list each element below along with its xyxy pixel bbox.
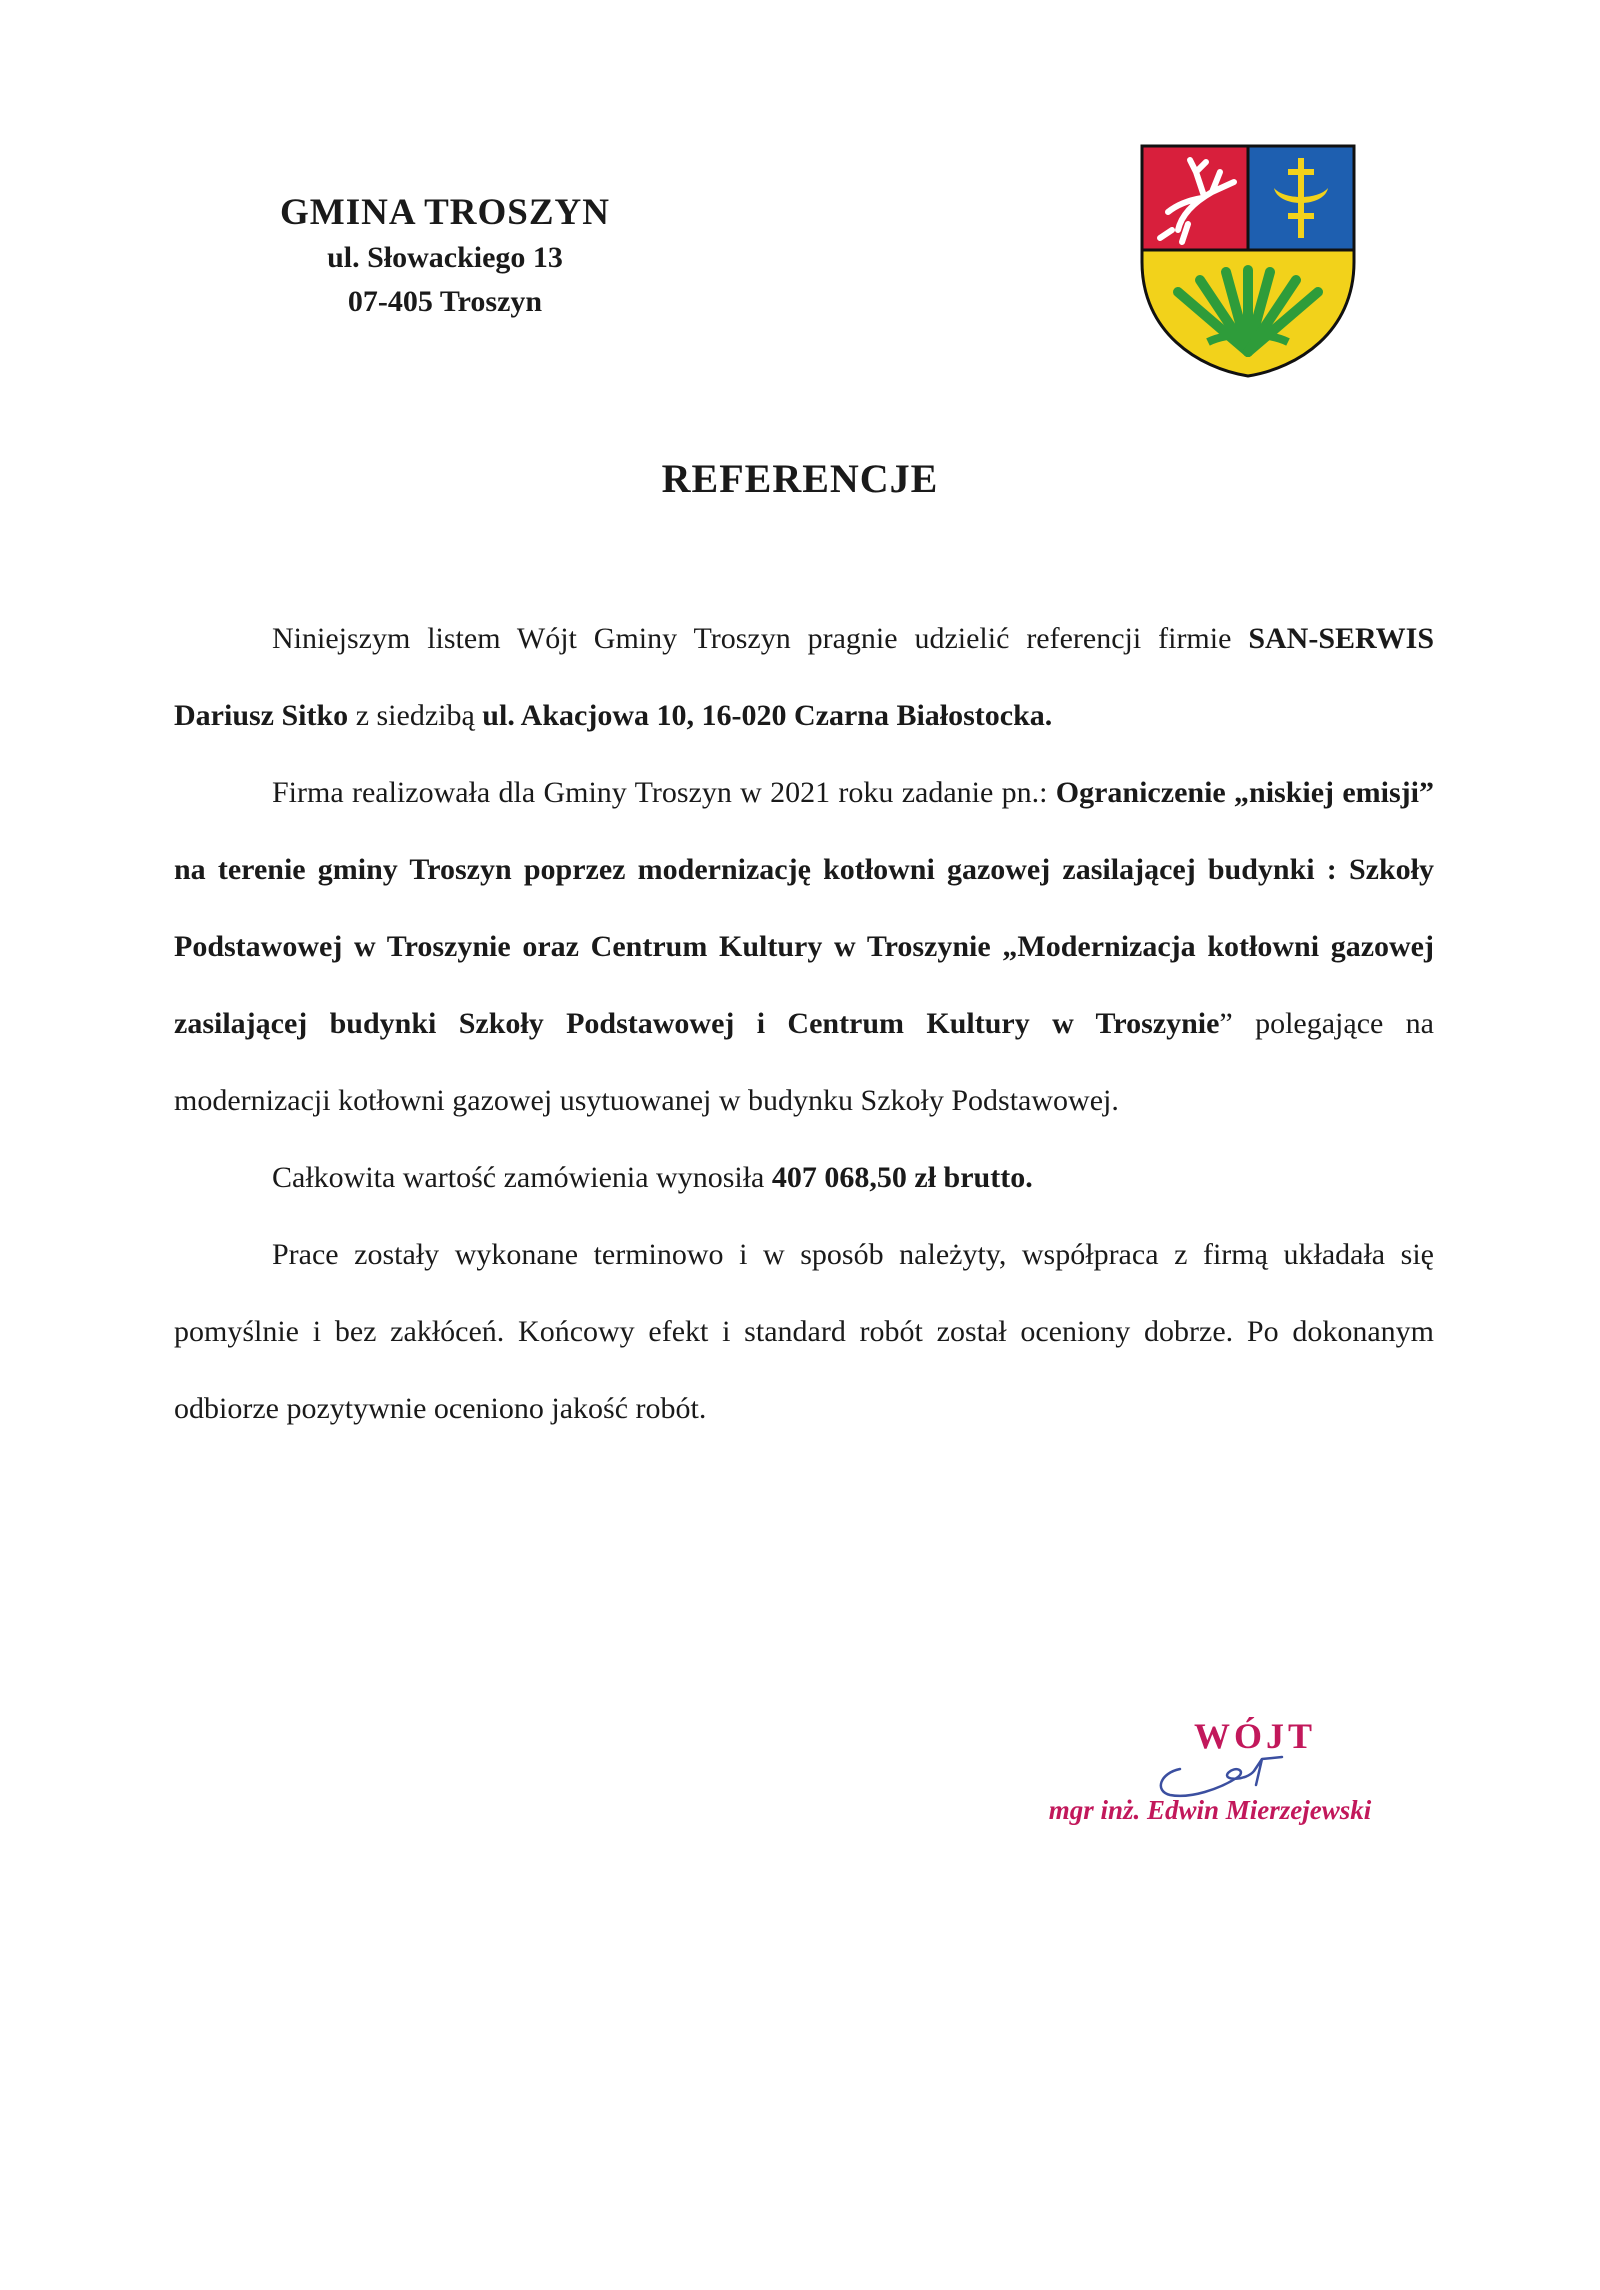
- coat-of-arms-icon: [1138, 142, 1358, 380]
- company-name: SAN-SERWIS Dariusz Sitko: [174, 622, 1434, 732]
- signature-stamp: [1000, 1715, 1420, 1826]
- signature-name: mgr inż. Edwin Mierzejewski: [1048, 1795, 1372, 1825]
- paragraph-reference: [174, 600, 1434, 754]
- text-segment: Całkowita wartość zamówienia wynosiła: [272, 1161, 772, 1194]
- address-city: 07-405 Troszyn: [347, 285, 543, 318]
- text-segment: Prace zostały wykonane terminowo i w sposób należyty, współpraca z firmą układała się pomyślnie i bez zakłóceń. Końcowy efekt i standard robót został oceniony dobrze. Po dokonanym odbiorze pozytywnie oceniono jakość robót.: [174, 1238, 1434, 1425]
- text-segment: z siedzibą: [348, 699, 483, 732]
- company-address: ul. Akacjowa 10, 16-020 Czarna Białostocka.: [482, 699, 1053, 732]
- handwritten-signature-icon: [1150, 1751, 1290, 1801]
- letter-body: [174, 600, 1434, 1447]
- paragraph-value: [174, 1139, 1434, 1216]
- paragraph-assessment: [174, 1216, 1434, 1447]
- text-segment: Niniejszym listem Wójt Gminy Troszyn pragnie udzielić referencji firmie: [272, 622, 1249, 655]
- signature-title: WÓJT: [1193, 1716, 1316, 1756]
- task-name: Ograniczenie „niskiej emisji” na terenie gminy Troszyn poprzez modernizację kotłowni gazowej zasilającej budynki : Szkoły Podstawowej w Troszynie oraz Centrum Kultury w Troszynie „Modernizacja kotłowni gazowej zasilającej budynki Szkoły Podstawowej i Centrum Kultury w Troszynie: [174, 776, 1434, 1040]
- text-segment: Firma realizowała dla Gminy Troszyn w 2021 roku zadanie pn.:: [272, 776, 1056, 809]
- paragraph-task: [174, 754, 1434, 1139]
- order-value: 407 068,50 zł brutto.: [771, 1161, 1033, 1194]
- text-segment: ” polegające na modernizacji kotłowni gazowej usytuowanej w budynku Szkoły Podstawowej.: [174, 1007, 1434, 1117]
- address-street: ul. Słowackiego 13: [327, 241, 563, 274]
- document-title: REFERENCJE: [661, 456, 939, 501]
- letterhead: [260, 190, 630, 324]
- organization-name: GMINA TROSZYN: [280, 192, 610, 233]
